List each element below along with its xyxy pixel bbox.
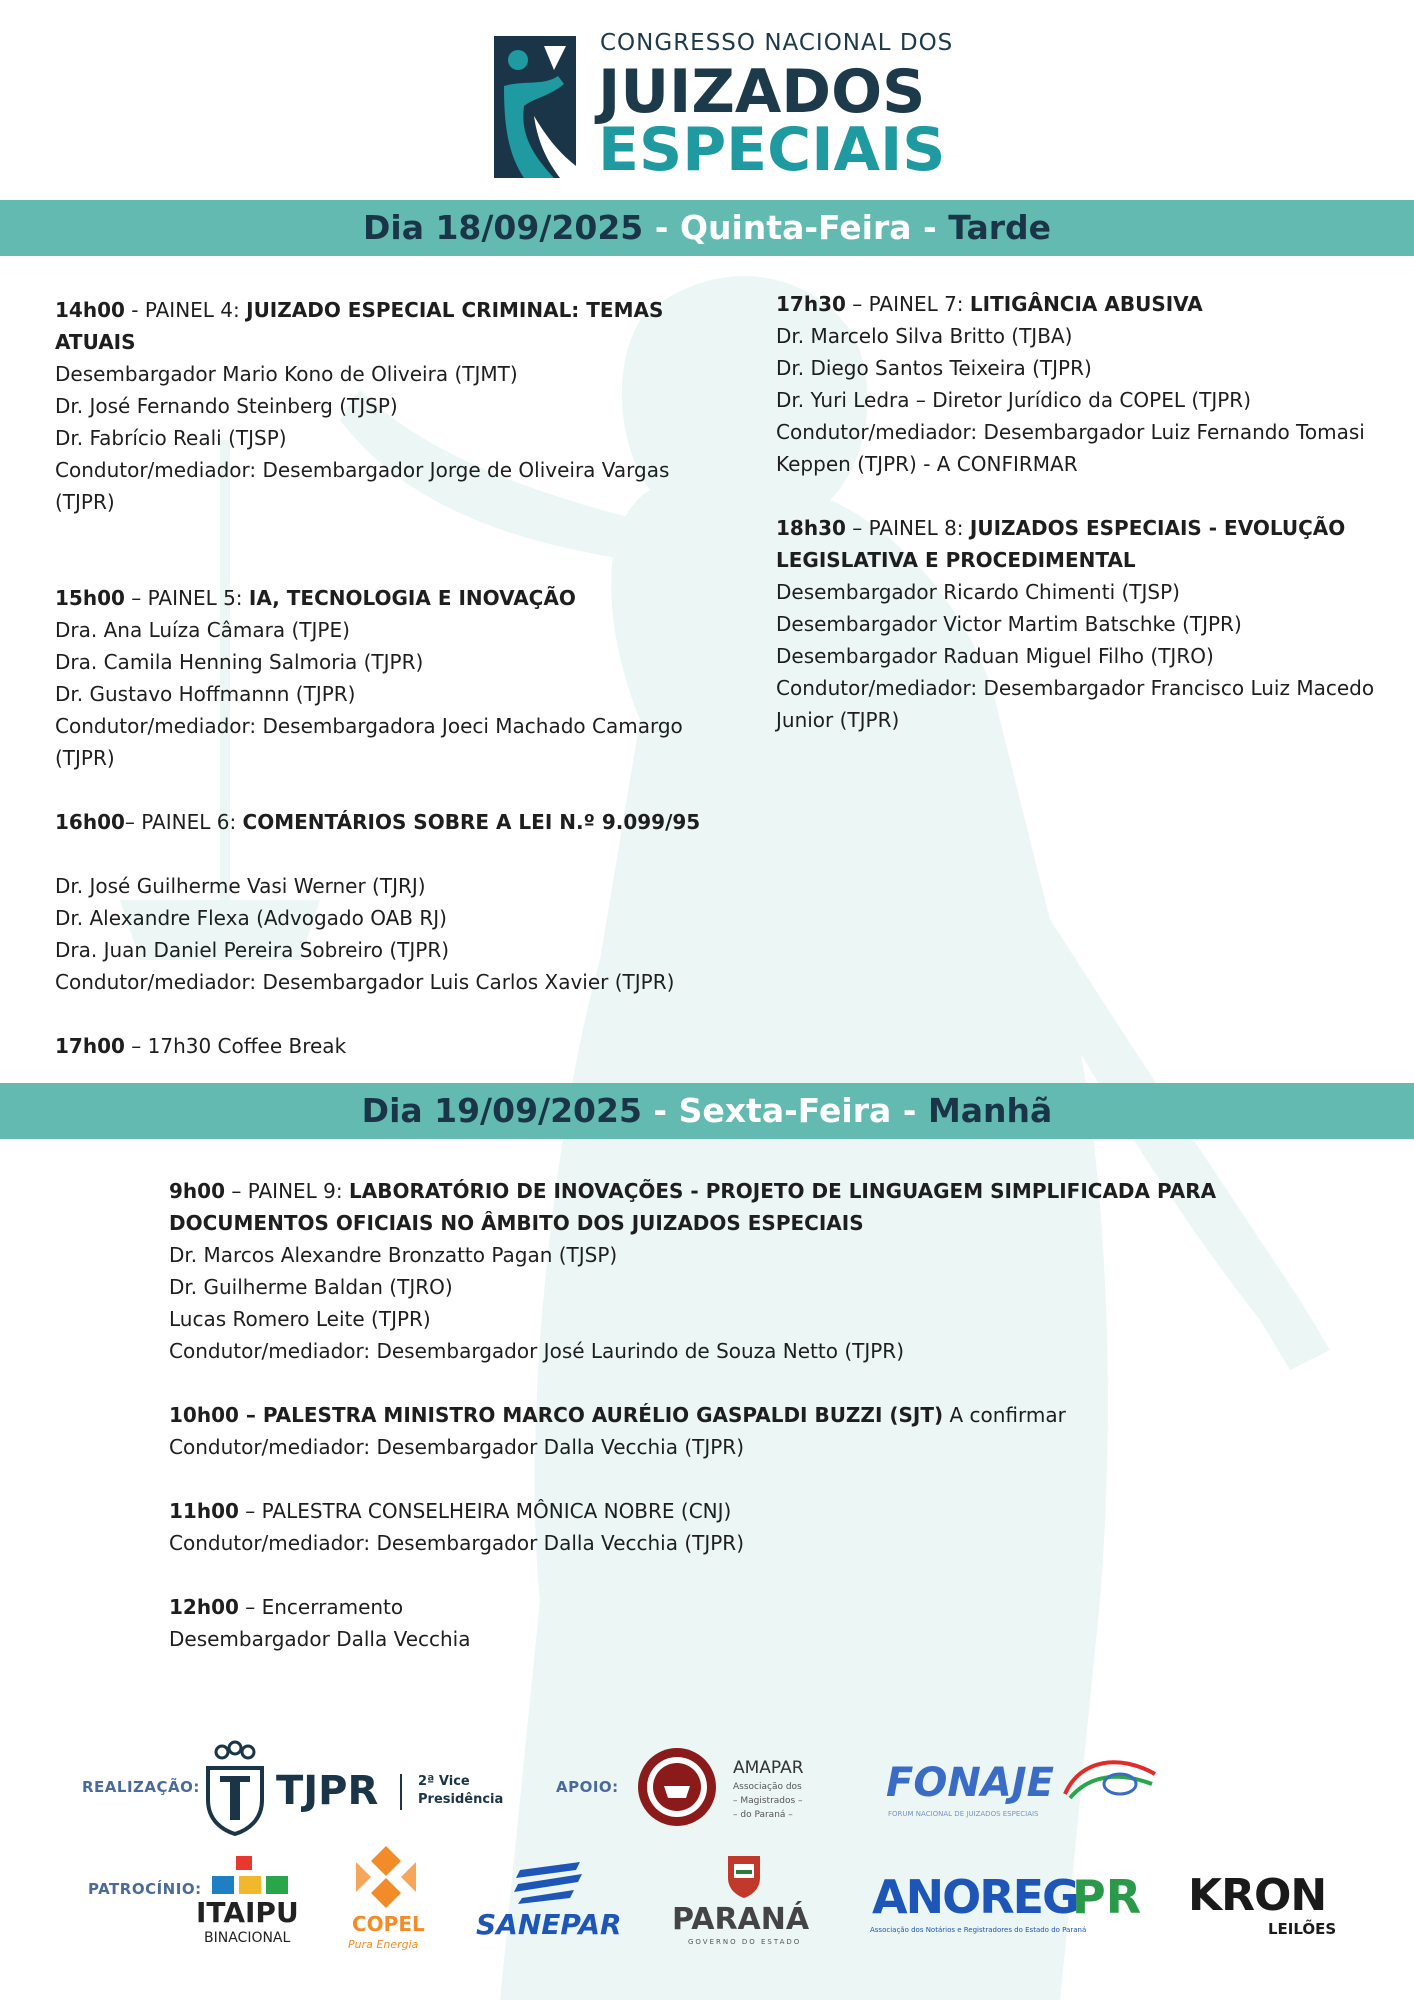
panel5-heading (55, 582, 735, 614)
lecture2-heading (169, 1495, 1369, 1527)
day1-date: Dia 18/09/2025 (363, 208, 644, 247)
panel8-speaker: Desembargador Raduan Miguel Filho (TJRO) (776, 644, 1214, 668)
coffee-break (55, 1030, 735, 1062)
day2-sep2: - (891, 1091, 928, 1130)
coffee-break-text: – 17h30 Coffee Break (124, 1034, 347, 1058)
panel6-speaker: Dr. José Guilherme Vasi Werner (TJRJ) (55, 874, 426, 898)
panel9-title: LABORATÓRIO DE INOVAÇÕES - PROJETO DE LINGUAGEM SIMPLIFICADA PARA (349, 1179, 1217, 1203)
lecture1-mediator: Condutor/mediador: Desembargador Dalla Vecchia (TJPR) (169, 1435, 745, 1459)
panel8-speaker: Desembargador Victor Martim Batschke (TJPR) (776, 612, 1242, 636)
amapar-seal-icon (636, 1746, 718, 1828)
panel7-time: 17h30 (776, 292, 846, 316)
panel7-title: LITIGÂNCIA ABUSIVA (969, 292, 1203, 316)
day1-period: Tarde (948, 208, 1051, 247)
panel7-mediator: Condutor/mediador: Desembargador Luiz Fernando Tomasi (776, 420, 1365, 444)
day1-header (0, 200, 1414, 256)
panel8-title: JUIZADOS ESPECIAIS - EVOLUÇÃO (969, 516, 1346, 540)
panel9-speaker: Lucas Romero Leite (TJPR) (169, 1307, 431, 1331)
day1-sep1: - (643, 208, 680, 247)
panel7-speaker: Dr. Diego Santos Teixeira (TJPR) (776, 356, 1092, 380)
fonaje-sub: FORUM NACIONAL DE JUIZADOS ESPECIAIS (888, 1810, 1039, 1818)
tjpr-logo-text: TJPR (276, 1768, 379, 1814)
day1-weekday: Quinta-Feira (679, 208, 912, 247)
panel8-heading (776, 512, 1406, 544)
tjpr-divider (400, 1774, 402, 1810)
panel7-heading (776, 288, 1406, 320)
tjpr-sub1: 2ª Vice (418, 1774, 470, 1789)
sanepar-text: SANEPAR (476, 1908, 622, 1941)
panel9-speaker: Dr. Marcos Alexandre Bronzatto Pagan (TJSP) (169, 1243, 618, 1267)
panel4-mediator-cont: (TJPR) (55, 490, 115, 514)
panel9-title-cont: DOCUMENTOS OFICIAIS NO ÂMBITO DOS JUIZADOS ESPECIAIS (169, 1211, 864, 1235)
sponsors-footer (0, 1740, 1414, 2000)
coffee-break-time: 17h00 (55, 1034, 125, 1058)
lecture2-title: – PALESTRA CONSELHEIRA MÔNICA NOBRE (CNJ) (238, 1499, 732, 1523)
panel4-title-cont: ATUAIS (55, 330, 136, 354)
lecture1-title: 10h00 – PALESTRA MINISTRO MARCO AURÉLIO GASPALDI BUZZI (SJT) (169, 1403, 944, 1427)
header (0, 0, 1414, 200)
lecture1-heading (169, 1399, 1369, 1431)
panel7-speaker: Dr. Yuri Ledra – Diretor Jurídico da COPEL (TJPR) (776, 388, 1252, 412)
lecture2-mediator: Condutor/mediador: Desembargador Dalla Vecchia (TJPR) (169, 1531, 745, 1555)
itaipu-text: ITAIPU (196, 1896, 299, 1929)
amapar-sub3: – do Paraná – (733, 1810, 793, 1820)
panel4-speaker: Dr. José Fernando Steinberg (TJSP) (55, 394, 398, 418)
realizacao-label: REALIZAÇÃO: (82, 1778, 200, 1796)
panel9-time: 9h00 (169, 1179, 225, 1203)
panel6-speaker: Dr. Alexandre Flexa (Advogado OAB RJ) (55, 906, 447, 930)
day1-right-column (776, 288, 1406, 736)
juizados-logo-icon (494, 36, 576, 178)
panel4-time: 14h00 (55, 298, 125, 322)
panel4-heading (55, 294, 735, 326)
day2-header (0, 1083, 1414, 1139)
panel9-mediator: Condutor/mediador: Desembargador José Laurindo de Souza Netto (TJPR) (169, 1339, 905, 1363)
logo-title-juizados: JUIZADOS (598, 57, 926, 127)
fonaje-handshake-icon (1060, 1754, 1160, 1804)
panel5-title: IA, TECNOLOGIA E INOVAÇÃO (248, 586, 576, 610)
panel8-title-cont: LEGISLATIVA E PROCEDIMENTAL (776, 548, 1136, 572)
panel7-label: – PAINEL 7: (845, 292, 970, 316)
panel8-mediator: Condutor/mediador: Desembargador Francisco Luiz Macedo (776, 676, 1375, 700)
copel-text: COPEL (352, 1912, 425, 1936)
patrocinio-label: PATROCÍNIO: (88, 1880, 202, 1898)
panel5-label: – PAINEL 5: (124, 586, 249, 610)
day2-date: Dia 19/09/2025 (361, 1091, 642, 1130)
panel9-heading (169, 1175, 1369, 1207)
sanepar-wave-icon (510, 1860, 590, 1904)
day1-sep2: - (911, 208, 949, 247)
panel6-heading (55, 806, 735, 838)
lecture2-time: 11h00 (169, 1499, 239, 1523)
panel4-speaker: Dr. Fabrício Reali (TJSP) (55, 426, 287, 450)
itaipu-logo-icon (212, 1856, 288, 1896)
tjpr-sub2: Presidência (418, 1792, 504, 1807)
anoreg-pr-text: PR (1072, 1870, 1142, 1924)
closing-time: 12h00 (169, 1595, 239, 1619)
copel-logo-icon (356, 1846, 416, 1908)
parana-coat-of-arms-icon (724, 1850, 764, 1898)
panel8-label: – PAINEL 8: (845, 516, 970, 540)
day2-period: Manhã (927, 1091, 1053, 1130)
panel4-label: - PAINEL 4: (124, 298, 247, 322)
kron-sub: LEILÕES (1268, 1920, 1337, 1938)
panel6-mediator: Condutor/mediador: Desembargador Luis Carlos Xavier (TJPR) (55, 970, 675, 994)
panel9-speaker: Dr. Guilherme Baldan (TJRO) (169, 1275, 453, 1299)
panel4-speaker: Desembargador Mario Kono de Oliveira (TJMT) (55, 362, 518, 386)
anoreg-sub: Associação dos Notários e Registradores do Estado do Paraná (870, 1926, 1087, 1934)
panel5-speaker: Dra. Ana Luíza Câmara (TJPE) (55, 618, 350, 642)
day2-schedule (169, 1175, 1369, 1655)
panel5-speaker: Dra. Camila Henning Salmoria (TJPR) (55, 650, 424, 674)
panel5-time: 15h00 (55, 586, 125, 610)
panel7-mediator-cont: Keppen (TJPR) - A CONFIRMAR (776, 452, 1078, 476)
apoio-label: APOIO: (556, 1778, 619, 1796)
day1-left-column (55, 294, 735, 1062)
closing-speaker: Desembargador Dalla Vecchia (169, 1627, 471, 1651)
panel8-mediator-cont: Junior (TJPR) (776, 708, 900, 732)
panel6-time: 16h00 (55, 810, 125, 834)
panel5-speaker: Dr. Gustavo Hoffmannn (TJPR) (55, 682, 356, 706)
panel4-title: JUIZADO ESPECIAL CRIMINAL: TEMAS (246, 298, 664, 322)
logo-subtitle: CONGRESSO NACIONAL DOS (600, 30, 954, 56)
lecture1-note: A confirmar (943, 1403, 1066, 1427)
panel6-label: – PAINEL 6: (124, 810, 243, 834)
panel5-mediator-cont: (TJPR) (55, 746, 115, 770)
panel9-label: – PAINEL 9: (225, 1179, 349, 1203)
copel-sub: Pura Energia (348, 1938, 419, 1951)
amapar-sub1: Associação dos (733, 1782, 802, 1792)
day2-weekday: Sexta-Feira (678, 1091, 892, 1130)
panel5-mediator: Condutor/mediador: Desembargadora Joeci Machado Camargo (55, 714, 683, 738)
amapar-text: AMAPAR (733, 1758, 804, 1778)
closing-heading (169, 1591, 1369, 1623)
fonaje-logo-text: FONAJE (886, 1760, 1054, 1806)
panel7-speaker: Dr. Marcelo Silva Britto (TJBA) (776, 324, 1073, 348)
panel6-speaker: Dra. Juan Daniel Pereira Sobreiro (TJPR) (55, 938, 450, 962)
anoreg-text: ANOREG (872, 1870, 1078, 1924)
day2-sep1: - (641, 1091, 679, 1130)
panel6-title: COMENTÁRIOS SOBRE A LEI N.º 9.099/95 (242, 810, 701, 834)
itaipu-sub: BINACIONAL (204, 1930, 291, 1946)
parana-text: PARANÁ (672, 1902, 810, 1937)
panel8-time: 18h30 (776, 516, 846, 540)
closing-title: – Encerramento (238, 1595, 404, 1619)
kron-text: KRON (1188, 1870, 1327, 1921)
panel4-mediator: Condutor/mediador: Desembargador Jorge de Oliveira Vargas (55, 458, 670, 482)
panel8-speaker: Desembargador Ricardo Chimenti (TJSP) (776, 580, 1180, 604)
tjpr-crest-icon (202, 1740, 268, 1836)
amapar-sub2: – Magistrados – (733, 1796, 803, 1806)
parana-sub: GOVERNO DO ESTADO (688, 1938, 802, 1946)
logo-title-especiais: ESPECIAIS (598, 115, 946, 185)
